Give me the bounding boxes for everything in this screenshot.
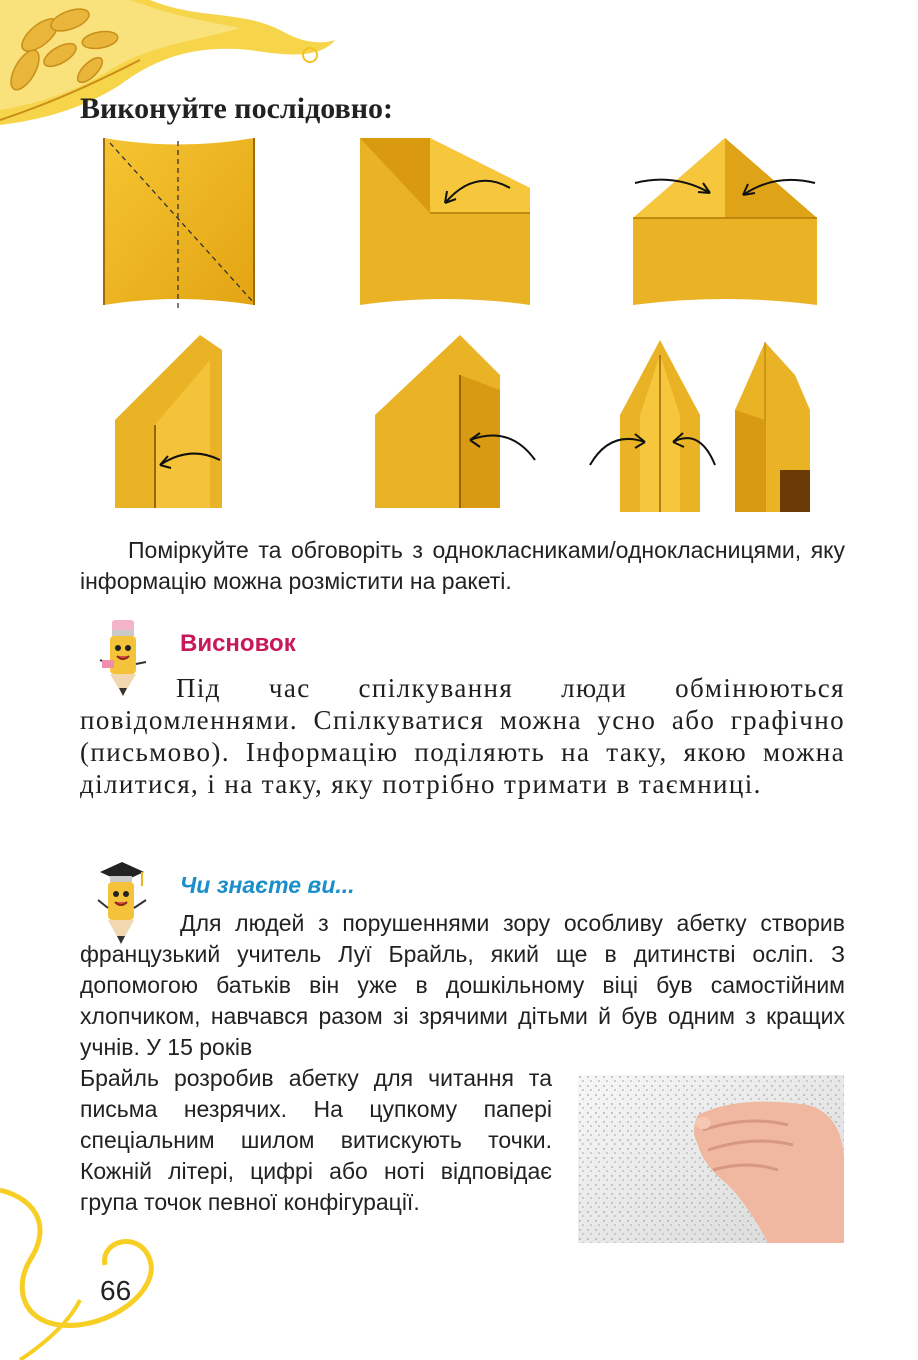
page-title: Виконуйте послідовно:	[80, 92, 393, 125]
discussion-paragraph: Поміркуйте та обговоріть з однокласниками/однокласницями, яку інформацію можна розмістити на ракеті.	[80, 537, 845, 594]
did-you-know-paragraph-1: Для людей з порушеннями зору особливу абетку створив французький учитель Луї Брайль, який ще в дитинстві осліп. З допомогою батьків він уже в дошкільному віці був самостійним хлопчиком, навчався разом зі зрячими дітьми й був одним з кращих учнів. У 15 років	[80, 910, 845, 1060]
origami-step-5	[370, 330, 545, 515]
origami-step-1	[98, 133, 263, 313]
origami-step-2	[355, 133, 535, 313]
origami-step-6	[585, 330, 830, 520]
did-you-know-paragraph-2: Брайль розробив абетку для читання та письма незрячих. На цупкому папері спеціальним шилом витискують точки. Кожній літері, цифрі або ноті відповідає група точок певної конфігурації.	[80, 1065, 552, 1215]
origami-step-4	[110, 330, 230, 515]
page-number: 66	[100, 1275, 132, 1306]
origami-step-3	[625, 133, 825, 313]
conclusion-paragraph: Під час спілкування люди обмінюються повідомленнями. Спілкуватися можна усно або графічно (письмово). Інформацію поділяють на таку, якою можна ділитися, і на таку, яку потрібно тримати в таємниці.	[80, 673, 845, 799]
braille-reading-photo	[578, 1075, 844, 1243]
conclusion-heading: Висновок	[180, 630, 296, 657]
did-you-know-heading: Чи знаєте ви...	[180, 872, 355, 898]
